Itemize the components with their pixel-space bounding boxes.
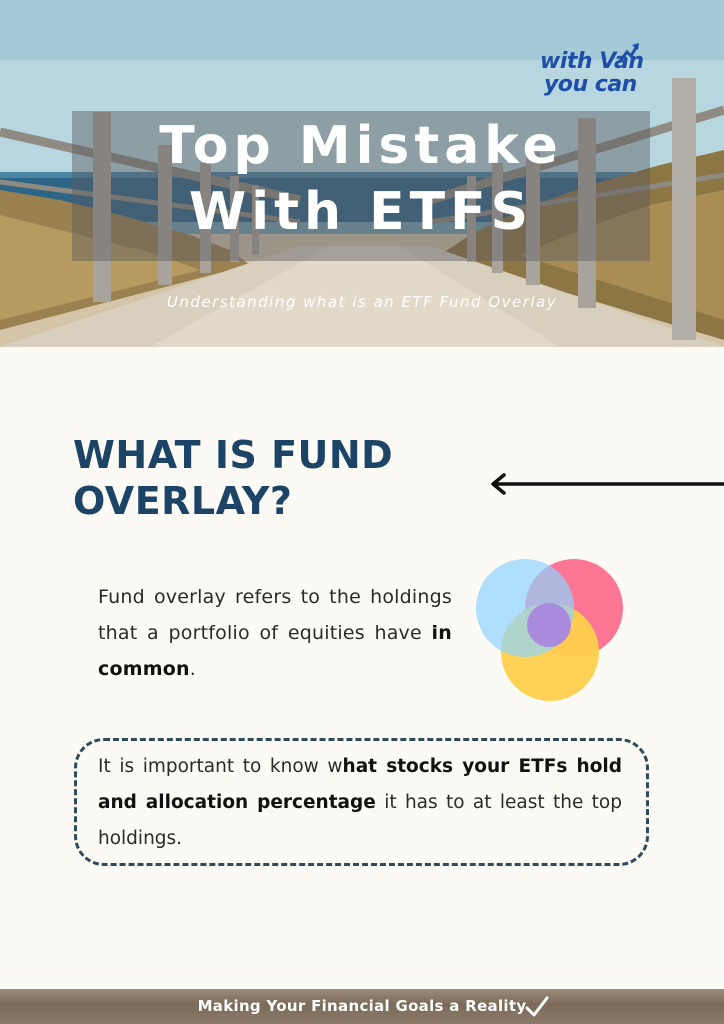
heading-line-1: WHAT IS FUND [73, 433, 394, 477]
left-arrow-icon [488, 470, 724, 498]
logo-line-1: with Van [540, 49, 644, 74]
venn-center-overlap [527, 603, 571, 647]
callout-text: It is important to know w [98, 756, 343, 777]
footer-tagline: Making Your Financial Goals a Reality [197, 997, 527, 1015]
brand-logo [536, 50, 656, 96]
growth-arrow-icon [618, 41, 640, 65]
definition-text: Fund overlay refers to the holdings that a portfolio of equities have [98, 586, 452, 644]
page-subtitle: Understanding what is an ETF Fund Overlay [166, 293, 558, 311]
callout-emphasis: hat stocks your ETFs hold and allocation percentage [98, 756, 622, 813]
checkmark-icon [524, 994, 550, 1020]
hero-banner [0, 0, 724, 347]
definition-paragraph [98, 579, 452, 687]
logo-line-2: you can [544, 72, 637, 97]
callout-paragraph [98, 749, 622, 857]
section-heading [73, 432, 493, 524]
definition-emphasis: in common [98, 622, 452, 680]
title-line-1: Top Mistake [159, 116, 563, 176]
definition-end: . [189, 658, 196, 680]
page-title [72, 113, 650, 245]
callout-end: it has to at least the top holdings. [98, 792, 622, 849]
venn-diagram-icon [470, 555, 630, 705]
title-line-2: With ETFS [188, 182, 534, 242]
heading-line-2: OVERLAY? [73, 479, 293, 523]
